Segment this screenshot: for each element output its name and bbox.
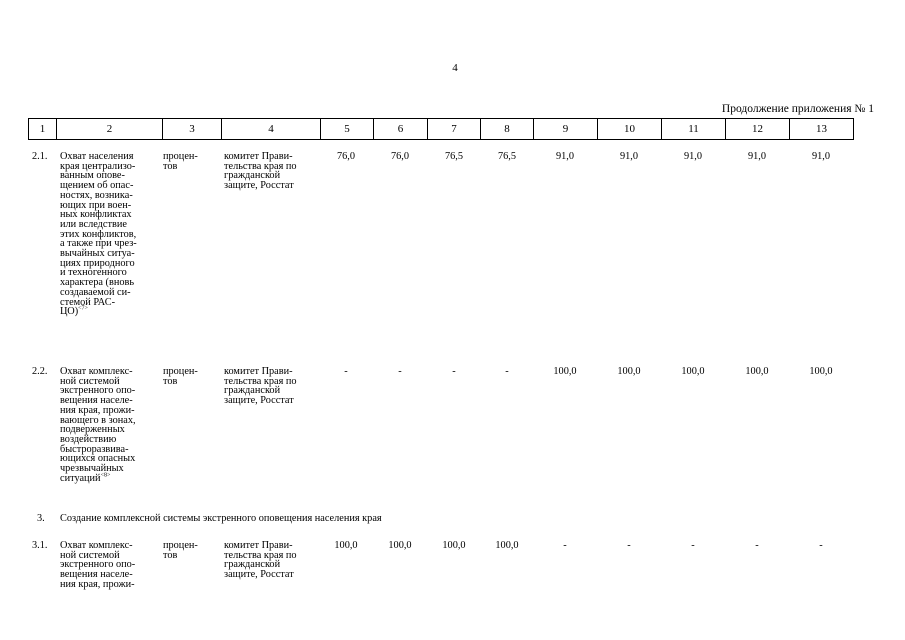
appendix-caption: Продолжение приложения № 1 (721, 103, 874, 115)
value-cell: - (452, 366, 456, 377)
indicator-text: Охват населения края централизо- ванным опове- щением об опас- ностях, возника- ющих при воен- ных конфликтах или вследствие этих конфликтов, а также при чрез- вычайных ситуа- циях природного и техногенного характера (вновь создаваемой си- стемой РАС- ЦО)$^{<7>}$ (60, 151, 137, 318)
value-cell: 76,5 (444, 151, 464, 162)
section-number: 3. (37, 513, 45, 524)
value-cell: - (755, 540, 759, 551)
source-text: комитет Прави- тельства края по гражданской защите, Росстат (224, 366, 297, 407)
value-cell: 100,0 (553, 366, 577, 377)
value-cell: 91,0 (555, 151, 575, 162)
header-col-1: 1 (29, 119, 57, 140)
header-col-7: 7 (428, 119, 481, 140)
value-cell: - (627, 540, 631, 551)
header-col-6: 6 (374, 119, 428, 140)
indicator-text: Охват комплекс- ной системой экстренного опо- вещения населе- ния края, прожи- вающего в зонах, подверженных воздействию быстроразвива- ющихся опасных чрезвычайных ситуаций$^{<8>}$ (60, 366, 136, 484)
source-text: комитет Прави- тельства края по гражданской защите, Росстат (224, 151, 297, 192)
value-cell: 100,0 (388, 540, 412, 551)
row-number: 2.1. (32, 151, 48, 162)
header-col-2: 2 (57, 119, 163, 140)
value-cell: - (344, 366, 348, 377)
value-cell: - (819, 540, 823, 551)
unit-text: процен- тов (163, 540, 198, 561)
value-cell: 76,0 (336, 151, 356, 162)
value-cell: 91,0 (747, 151, 767, 162)
value-cell: 100,0 (745, 366, 769, 377)
source-text: комитет Прави- тельства края по гражданской защите, Росстат (224, 540, 297, 581)
row-number: 2.2. (32, 366, 48, 377)
footnote-ref: <8> (100, 472, 111, 479)
section-title: Создание комплексной системы экстренного оповещения населения края (60, 513, 382, 524)
header-col-3: 3 (163, 119, 222, 140)
header-col-4: 4 (222, 119, 321, 140)
value-cell: 100,0 (334, 540, 358, 551)
value-cell: 91,0 (811, 151, 831, 162)
value-cell: 91,0 (619, 151, 639, 162)
unit-text: процен- тов (163, 151, 198, 172)
value-cell: 91,0 (683, 151, 703, 162)
header-col-13: 13 (790, 119, 854, 140)
value-cell: - (563, 540, 567, 551)
value-cell: 100,0 (809, 366, 833, 377)
value-cell: 76,5 (497, 151, 517, 162)
value-cell: 100,0 (681, 366, 705, 377)
unit-text: процен- тов (163, 366, 198, 387)
header-col-9: 9 (534, 119, 598, 140)
value-cell: 100,0 (442, 540, 466, 551)
value-cell: 76,0 (390, 151, 410, 162)
value-cell: - (691, 540, 695, 551)
header-col-8: 8 (481, 119, 534, 140)
value-cell: 100,0 (495, 540, 519, 551)
header-col-11: 11 (662, 119, 726, 140)
row-number: 3.1. (32, 540, 48, 551)
header-col-10: 10 (598, 119, 662, 140)
footnote-ref: <7> (78, 305, 88, 312)
header-col-12: 12 (726, 119, 790, 140)
value-cell: - (505, 366, 509, 377)
value-cell: 100,0 (617, 366, 641, 377)
value-cell: - (398, 366, 402, 377)
column-number-header (28, 118, 854, 140)
page-number: 4 (452, 62, 458, 74)
indicator-text: Охват комплекс- ной системой экстренного опо- вещения населе- ния края, прожи- (60, 540, 136, 590)
header-col-5: 5 (321, 119, 374, 140)
